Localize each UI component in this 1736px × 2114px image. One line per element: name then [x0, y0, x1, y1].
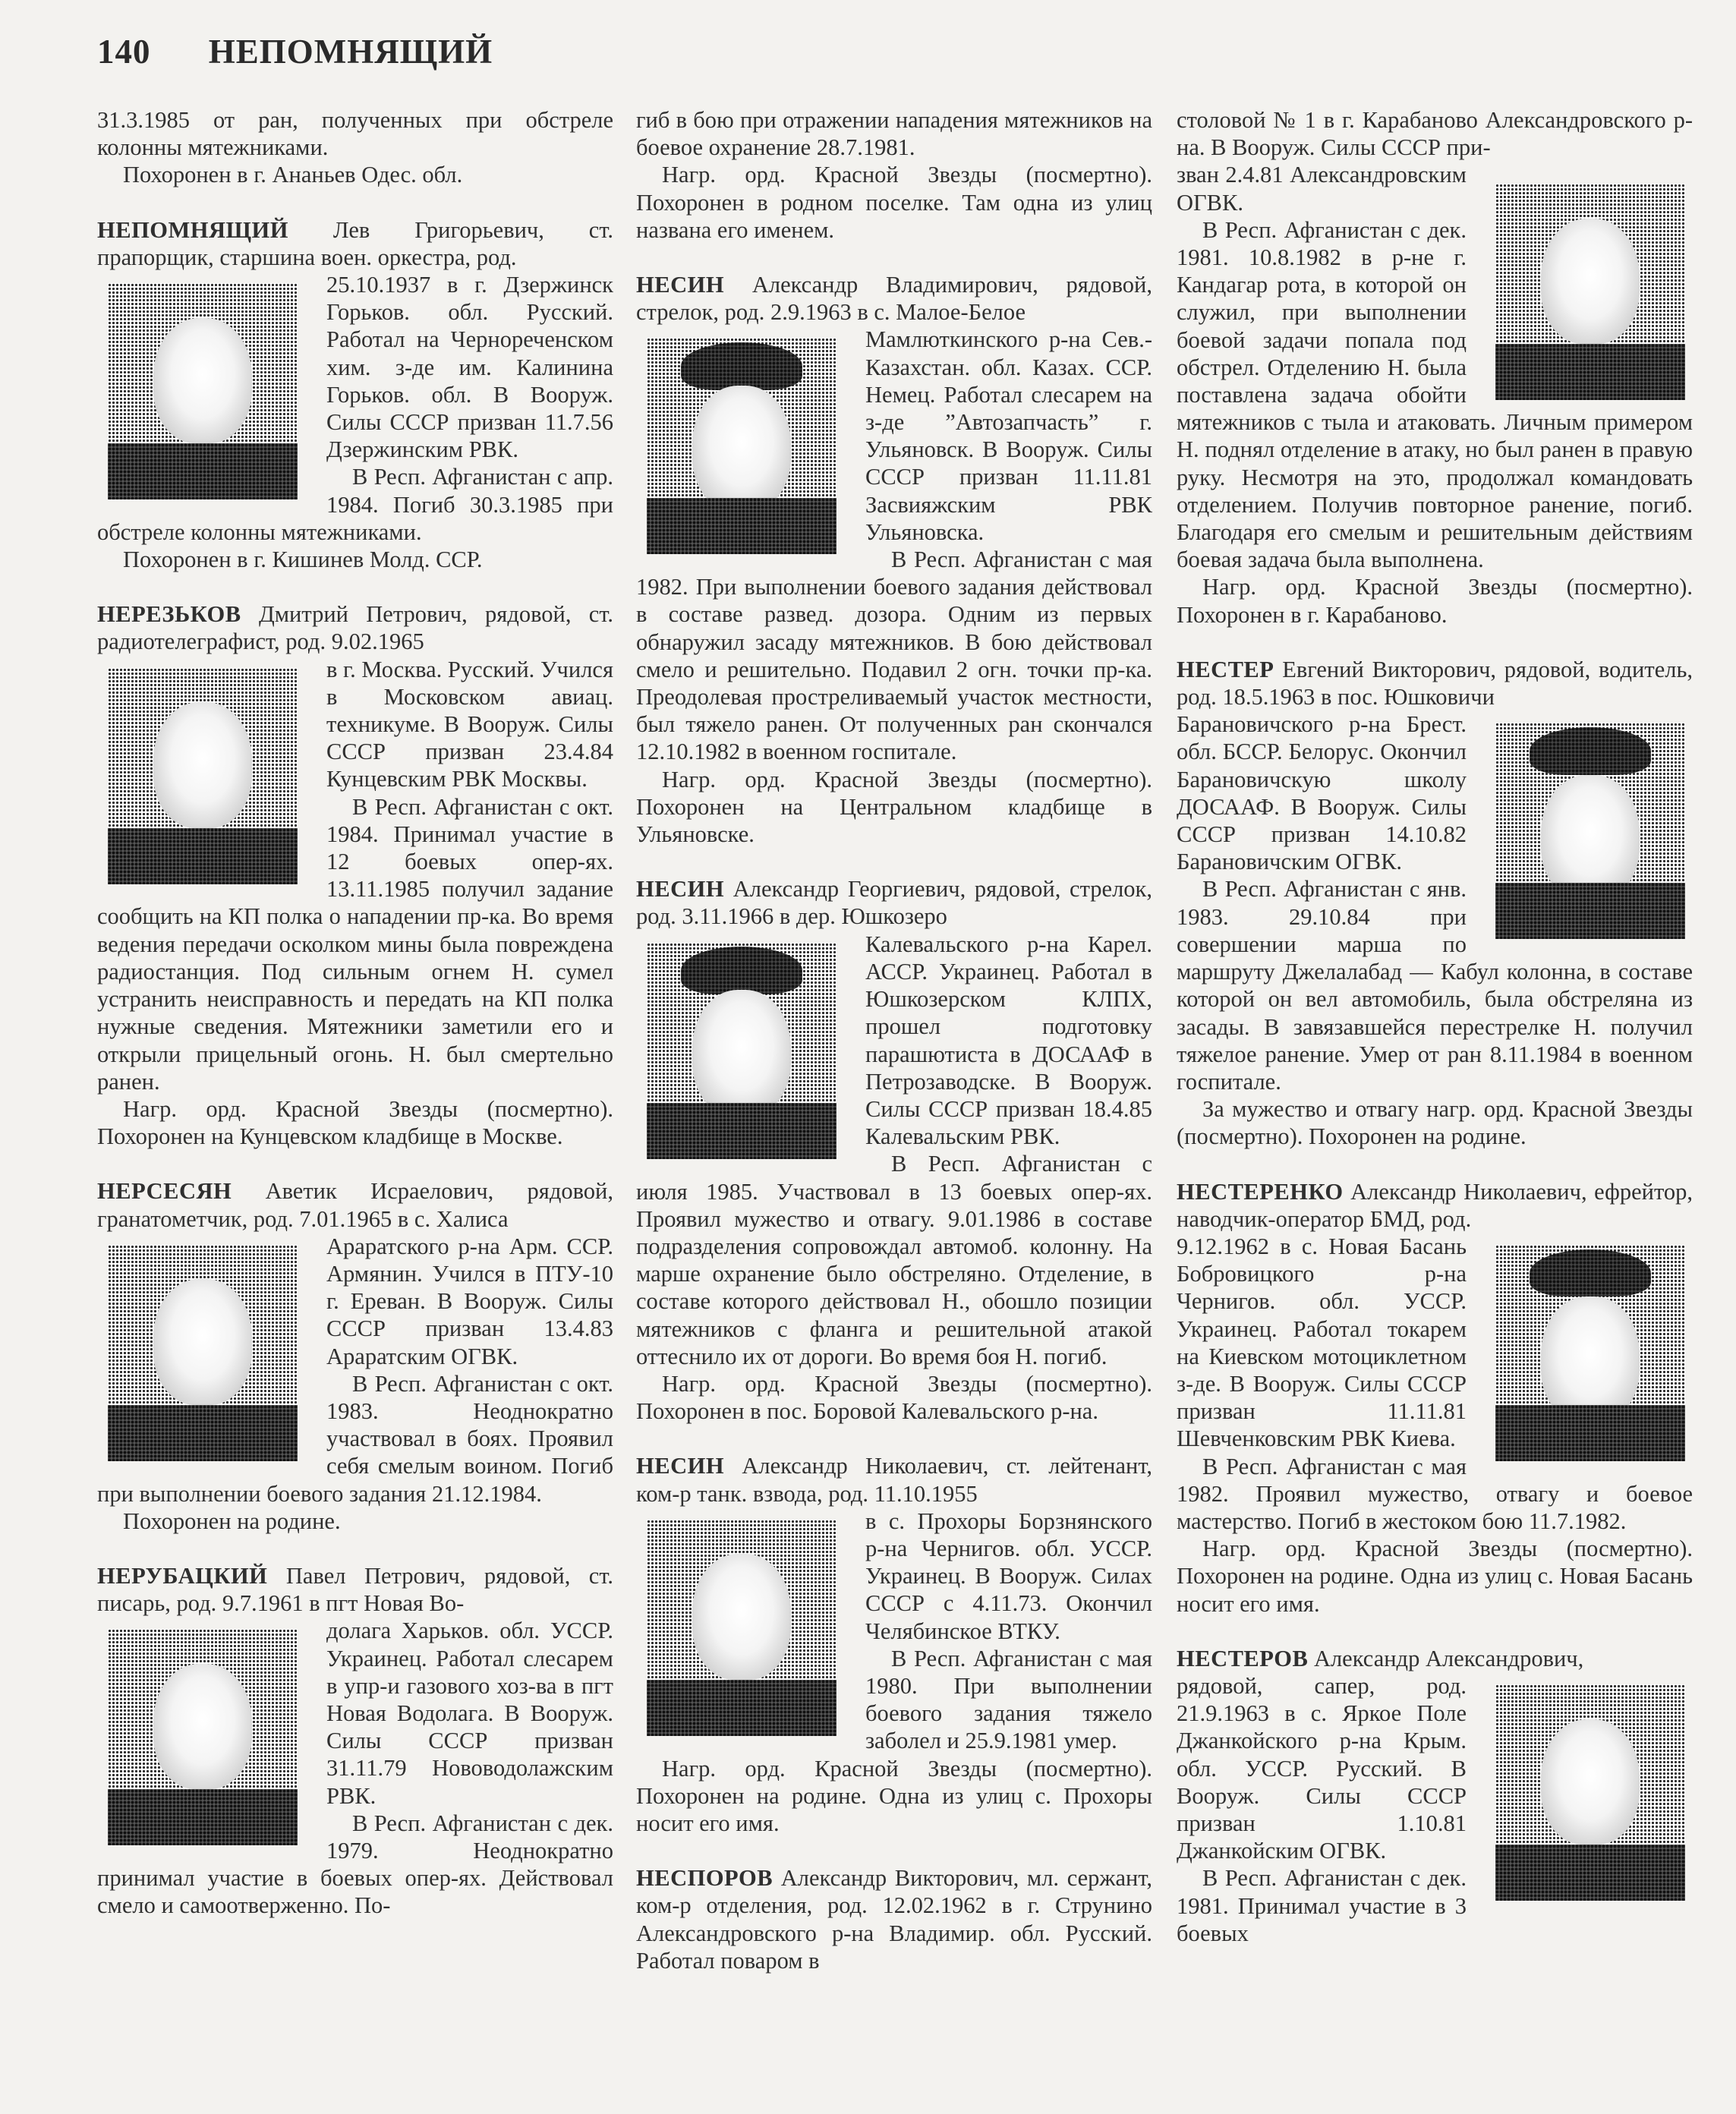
entry-heading — [97, 600, 613, 655]
burial-text: Похоронен в г. Ананьев Одес. обл. — [123, 162, 463, 188]
entry-heading — [1177, 1645, 1693, 1672]
entry-heading — [636, 1452, 1152, 1507]
entry-continuation — [636, 106, 1152, 244]
cap-region — [1530, 727, 1651, 775]
service-text: В Респ. Афганистан с янв. 1983. 29.10.84 при совершении марша по маршруту Джелалабад — Кабул колонна, в составе которой он вел автомобиль, была обстреляна из засады. В завязавшейся перестрелке Н. получил тяжелое ранение. Умер от ран 8.11.1984 в военном госпитале. — [1177, 876, 1693, 1095]
entry-text: гиб в бою при отражении нападения мятежников на боевое охранение 28.7.1981. — [636, 107, 1152, 161]
service-text: В Респ. Афганистан с окт. 1983. Неоднократно участвовал в боях. Проявил себя смелым воином. Погиб при выполнении боевого задания 21.12.1984. — [97, 1370, 613, 1507]
service-text: В Респ. Афганистан с апр. 1984. Погиб 30.3.1985 при обстреле колонны мятежниками. — [97, 464, 613, 545]
entry-nesterenko — [1177, 1178, 1693, 1618]
face-region — [153, 1664, 252, 1789]
column-1 — [97, 106, 613, 1947]
portrait-photo — [647, 338, 836, 554]
service-text: В Респ. Афганистан с июля 1985. Участвовал в 13 боевых опер-ях. Проявил мужество и отвагу. 9.01.1986 в составе подразделения сопровождал автомоб. колонну. На марше охранение было обстреляно. Отделение, в составе которого действовал Н., обошло позиции мятежников с фланга и решительной атакой оттеснило их от дороги. Во время боя Н. погиб. — [636, 1151, 1152, 1369]
uniform-region — [108, 828, 298, 884]
entry-heading — [636, 875, 1152, 930]
uniform-region — [1495, 1845, 1685, 1901]
portrait-photo — [647, 1520, 836, 1736]
entry-text: зван 2.4.81 Александровским ОГВК. — [1177, 162, 1467, 216]
service-text: В Респ. Афганистан с дек. 1981. Принимал участие в 3 боевых — [1177, 1865, 1467, 1946]
entry-surname: НЕСИН — [636, 1453, 725, 1479]
entry-nesterov — [1177, 1645, 1693, 1947]
uniform-region — [1495, 1405, 1685, 1461]
face-region — [1541, 219, 1640, 344]
entry-surname: НЕСПОРОВ — [636, 1865, 773, 1892]
entry-text: столовой № 1 в г. Карабаново Александровского р-на. В Вооруж. Силы СССР при- — [1177, 107, 1693, 161]
face-region — [1541, 775, 1640, 900]
burial-text: Нагр. орд. Красной Звезды (посмертно). Похоронен на Центральном кладбище в Ульяновске. — [636, 766, 1152, 848]
entry-intro: рядовой, сапер, род. 21.9.1963 в с. Яркое Поле Джанкойского р-на Крым. обл. УССР. Русский. В Вооруж. Силы СССР призван 1.10.81 Джанкойским ОГВК. — [1177, 1672, 1467, 1864]
uniform-region — [647, 1680, 836, 1736]
entry-surname: НЕСИН — [636, 272, 725, 298]
portrait-photo — [108, 1245, 298, 1461]
uniform-region — [1495, 883, 1685, 939]
portrait-photo — [1495, 1684, 1685, 1901]
entry-surname: НЕСИН — [636, 876, 725, 903]
uniform-region — [1495, 344, 1685, 400]
entry-intro-lead: Александр Николаевич, ст. лейтенант, ком-р танк. взвода, род. 11.10.1955 — [636, 1453, 1152, 1507]
portrait-photo — [1495, 723, 1685, 939]
uniform-region — [108, 443, 298, 499]
portrait-photo — [108, 668, 298, 884]
entry-intro-lead: Дмитрий Петрович, рядовой, ст. радиотелеграфист, род. 9.02.1965 — [97, 601, 613, 655]
entry-intro-lead: Александр Георгиевич, рядовой, стрелок, род. 3.11.1966 в дер. Юшкозеро — [636, 876, 1152, 930]
entry-intro: 25.10.1937 в г. Дзержинск Горьков. обл. Русский. Работал на Чернореченском хим. з-де им. Калинина Горьков. обл. В Вооруж. Силы СССР призван 11.7.56 Дзержинским РВК. — [326, 272, 613, 463]
face-region — [692, 386, 791, 511]
entry-continuation — [97, 106, 613, 189]
face-region — [692, 990, 791, 1115]
entry-intro: Мамлюткинского р-на Сев.-Казахстан. обл. Казах. ССР. Немец. Работал слесарем на з-де ”Автозапчасть” г. Ульяновск. В Вооруж. Силы СССР призван 11.11.81 Засвияжским РВК Ульяновска. — [865, 326, 1152, 545]
page-number: 140 — [97, 33, 151, 71]
face-region — [153, 318, 252, 443]
entry-nerubatskiy — [97, 1562, 613, 1920]
entry-nesporov — [636, 1864, 1152, 1974]
entry-intro-lead: Аветик Исраелович, рядовой, гранатометчик, род. 7.01.1965 в с. Халиса — [97, 1178, 613, 1232]
uniform-region — [108, 1405, 298, 1461]
entry-intro-lead: Лев Григорьевич, ст. прапорщик, старшина воен. оркестра, род. — [97, 216, 613, 270]
entry-continuation — [1177, 106, 1693, 629]
service-text: В Респ. Афганистан с мая 1982. Проявил мужество, отвагу и боевое мастерство. Погиб в жестоком бою 11.7.1982. — [1177, 1453, 1693, 1534]
entry-surname: НЕСТЕР — [1177, 656, 1274, 682]
running-head — [97, 32, 493, 71]
column-3 — [1177, 106, 1693, 1974]
entry-surname: НЕСТЕРОВ — [1177, 1645, 1309, 1671]
face-region — [1541, 1719, 1640, 1845]
entry-heading — [636, 1864, 1152, 1974]
burial-text: Нагр. орд. Красной Звезды (посмертно). Похоронен в родном поселке. Там одна из улиц названа его именем. — [636, 162, 1152, 243]
entry-intro: Александр Викторович, мл. сержант, ком-р отделения, род. 12.02.1962 в г. Струнино Александровского р-на Владимир. обл. Русский. Работал поваром в — [636, 1865, 1152, 1974]
entry-intro: 9.12.1962 в с. Новая Басань Бобровицкого р-на Чернигов. обл. УССР. Украинец. Работал токарем на Киевском мотоциклетном з-де. В Вооруж. Силы СССР призван 11.11.81 Шевченковским РВК Киева. — [1177, 1233, 1467, 1452]
entry-surname: НЕРЕЗЬКОВ — [97, 601, 241, 628]
entry-nerezkov — [97, 600, 613, 1150]
entry-heading — [1177, 1178, 1693, 1233]
portrait-photo — [647, 943, 836, 1159]
cap-region — [681, 342, 802, 390]
burial-text: Нагр. орд. Красной Звезды (посмертно). Похоронен в пос. Боровой Калевальского р-на. — [636, 1370, 1152, 1425]
cap-region — [681, 947, 802, 994]
entry-surname: НЕРУБАЦКИЙ — [97, 1562, 268, 1589]
entry-heading — [97, 1177, 613, 1232]
burial-text: Похоронен в г. Кишинев Молд. ССР. — [123, 547, 483, 573]
entry-heading — [97, 1562, 613, 1617]
service-text: В Респ. Афганистан с дек. 1981. 10.8.1982 в р-не г. Кандагар рота, в которой он служил, при выполнении боевой задачи попала под обстрел. Отделению Н. была поставлена задача обойти мятежников с тыла и атаковать. Личным примером Н. поднял отделение в атаку, но был ранен в правую руку. Несмотря на это, продолжал командовать отделением. Получив повторное ранение, погиб. Благодаря его смелым и решительным действиям боевая задача была выполнена. — [1177, 216, 1693, 573]
entry-surname: НЕРСЕСЯН — [97, 1178, 232, 1205]
uniform-region — [647, 1103, 836, 1159]
service-text: В Респ. Афганистан с окт. 1984. Принимал участие в 12 боевых опер-ях. 13.11.1985 получил задание сообщить на КП полка о нападении пр-ка. Во время ведения передачи осколком мины была повреждена радиостанция. Под сильным огнем Н. сумел устранить неисправность и передать на КП полка нужные сведения. Мятежники заметили его и открыли прицельный огонь. Н. был смертельно ранен. — [97, 793, 613, 1095]
entry-intro-lead: Александр Николаевич, ефрейтор, наводчик-оператор БМД, род. — [1177, 1178, 1693, 1232]
portrait-photo — [108, 283, 298, 499]
face-region — [153, 1279, 252, 1404]
burial-text: Нагр. орд. Красной Звезды (посмертно). Похоронен на родине. Одна из улиц с. Новая Басань носит его имя. — [1177, 1536, 1693, 1617]
service-text: В Респ. Афганистан с мая 1982. При выполнении боевого задания действовал в составе развед. дозора. Одним из первых обнаружил засаду мятежников. В бою действовал смело и решительно. Подавил 2 огн. точки пр-ка. Преодолевая простреливаемый участок местности, был тяжело ранен. От полученных ран скончался 12.10.1982 в военном госпитале. — [636, 547, 1152, 765]
award-text: За мужество и отвагу нагр. орд. Красной Звезды (посмертно). Похоронен на родине. — [1177, 1096, 1693, 1150]
service-text: В Респ. Афганистан с мая 1980. При выполнении боевого задания тяжело заболел и 25.9.1981 умер. — [865, 1645, 1152, 1754]
face-region — [153, 702, 252, 827]
cap-region — [1530, 1249, 1651, 1297]
entry-intro: в г. Москва. Русский. Учился в Московском авиац. техникуме. В Вооруж. Силы СССР призван 23.4.84 Кунцевским РВК Москвы. — [326, 656, 613, 792]
entry-text: 31.3.1985 от ран, полученных при обстреле колонны мятежниками. — [97, 107, 613, 161]
entry-nersesyan — [97, 1177, 613, 1535]
entry-intro: Калевальского р-на Карел. АССР. Украинец. Работал в Юшкозерском КЛПХ, прошел подготовку парашютиста в ДОСААФ в Петрозаводске. В Вооруж. Силы СССР призван 18.4.85 Калевальским РВК. — [865, 931, 1152, 1150]
face-region — [1541, 1296, 1640, 1422]
entry-heading — [636, 271, 1152, 326]
entry-intro: Араратского р-на Арм. ССР. Армянин. Учился в ПТУ-10 г. Ереван. В Вооруж. Силы СССР призван 13.4.83 Араратским ОГВК. — [326, 1233, 613, 1369]
burial-text: Нагр. орд. Красной Звезды (посмертно). Похоронен на Кунцевском кладбище в Москве. — [97, 1095, 613, 1150]
entry-heading — [1177, 656, 1693, 710]
entry-nesin-av — [636, 271, 1152, 848]
entry-heading — [97, 216, 613, 271]
entry-nepomnyashchiy — [97, 216, 613, 574]
uniform-region — [108, 1789, 298, 1845]
portrait-photo — [108, 1629, 298, 1845]
entry-intro-lead: Александр Владимирович, рядовой, стрелок, род. 2.9.1963 в с. Малое-Белое — [636, 272, 1152, 326]
column-2 — [636, 106, 1152, 2002]
entry-intro: Барановичского р-на Брест. обл. БССР. Белорус. Окончил Барановичскую школу ДОСААФ. В Вооруж. Силы СССР призван 14.10.82 Барановичским ОГВК. — [1177, 711, 1467, 875]
uniform-region — [647, 498, 836, 554]
entry-intro-lead: Евгений Викторович, рядовой, водитель, род. 18.5.1963 в пос. Юшковичи — [1177, 656, 1693, 710]
entry-intro-lead: Александр Александрович, — [1313, 1645, 1584, 1671]
entry-nester — [1177, 656, 1693, 1151]
portrait-photo — [1495, 1245, 1685, 1461]
entry-surname: НЕСТЕРЕНКО — [1177, 1178, 1344, 1205]
burial-text: Похоронен на родине. — [123, 1508, 341, 1534]
entry-nesin-ag — [636, 875, 1152, 1425]
service-text: В Респ. Афганистан с дек. 1979. Неоднократно принимал участие в боевых опер-ях. Действовал смело и самоотверженно. По- — [97, 1810, 613, 1919]
entry-intro-lead: Павел Петрович, рядовой, ст. писарь, род. 9.7.1961 в пгт Новая Во- — [97, 1562, 614, 1617]
entry-surname: НЕПОМНЯЩИЙ — [97, 216, 288, 243]
entry-intro: в с. Прохоры Борзнянского р-на Чернигов. обл. УССР. Украинец. В Вооруж. Силах СССР с 4.11.73. Окончил Челябинское ВТКУ. — [865, 1508, 1152, 1644]
entry-nesin-an — [636, 1452, 1152, 1837]
portrait-photo — [1495, 184, 1685, 400]
entry-intro: долага Харьков. обл. УССР. Украинец. Работал слесарем в упр-и газового хоз-ва в пгт Новая Водолага. В Вооруж. Силы СССР призван 31.11.79 Нововодолажским РВК. — [326, 1618, 613, 1809]
burial-text: Нагр. орд. Красной Звезды (посмертно). Похоронен на родине. Одна из улиц с. Прохоры носит его имя. — [636, 1755, 1152, 1836]
running-title: НЕПОМНЯЩИЙ — [208, 33, 493, 71]
burial-text: Нагр. орд. Красной Звезды (посмертно). Похоронен в г. Карабаново. — [1177, 574, 1693, 628]
face-region — [692, 1554, 791, 1679]
